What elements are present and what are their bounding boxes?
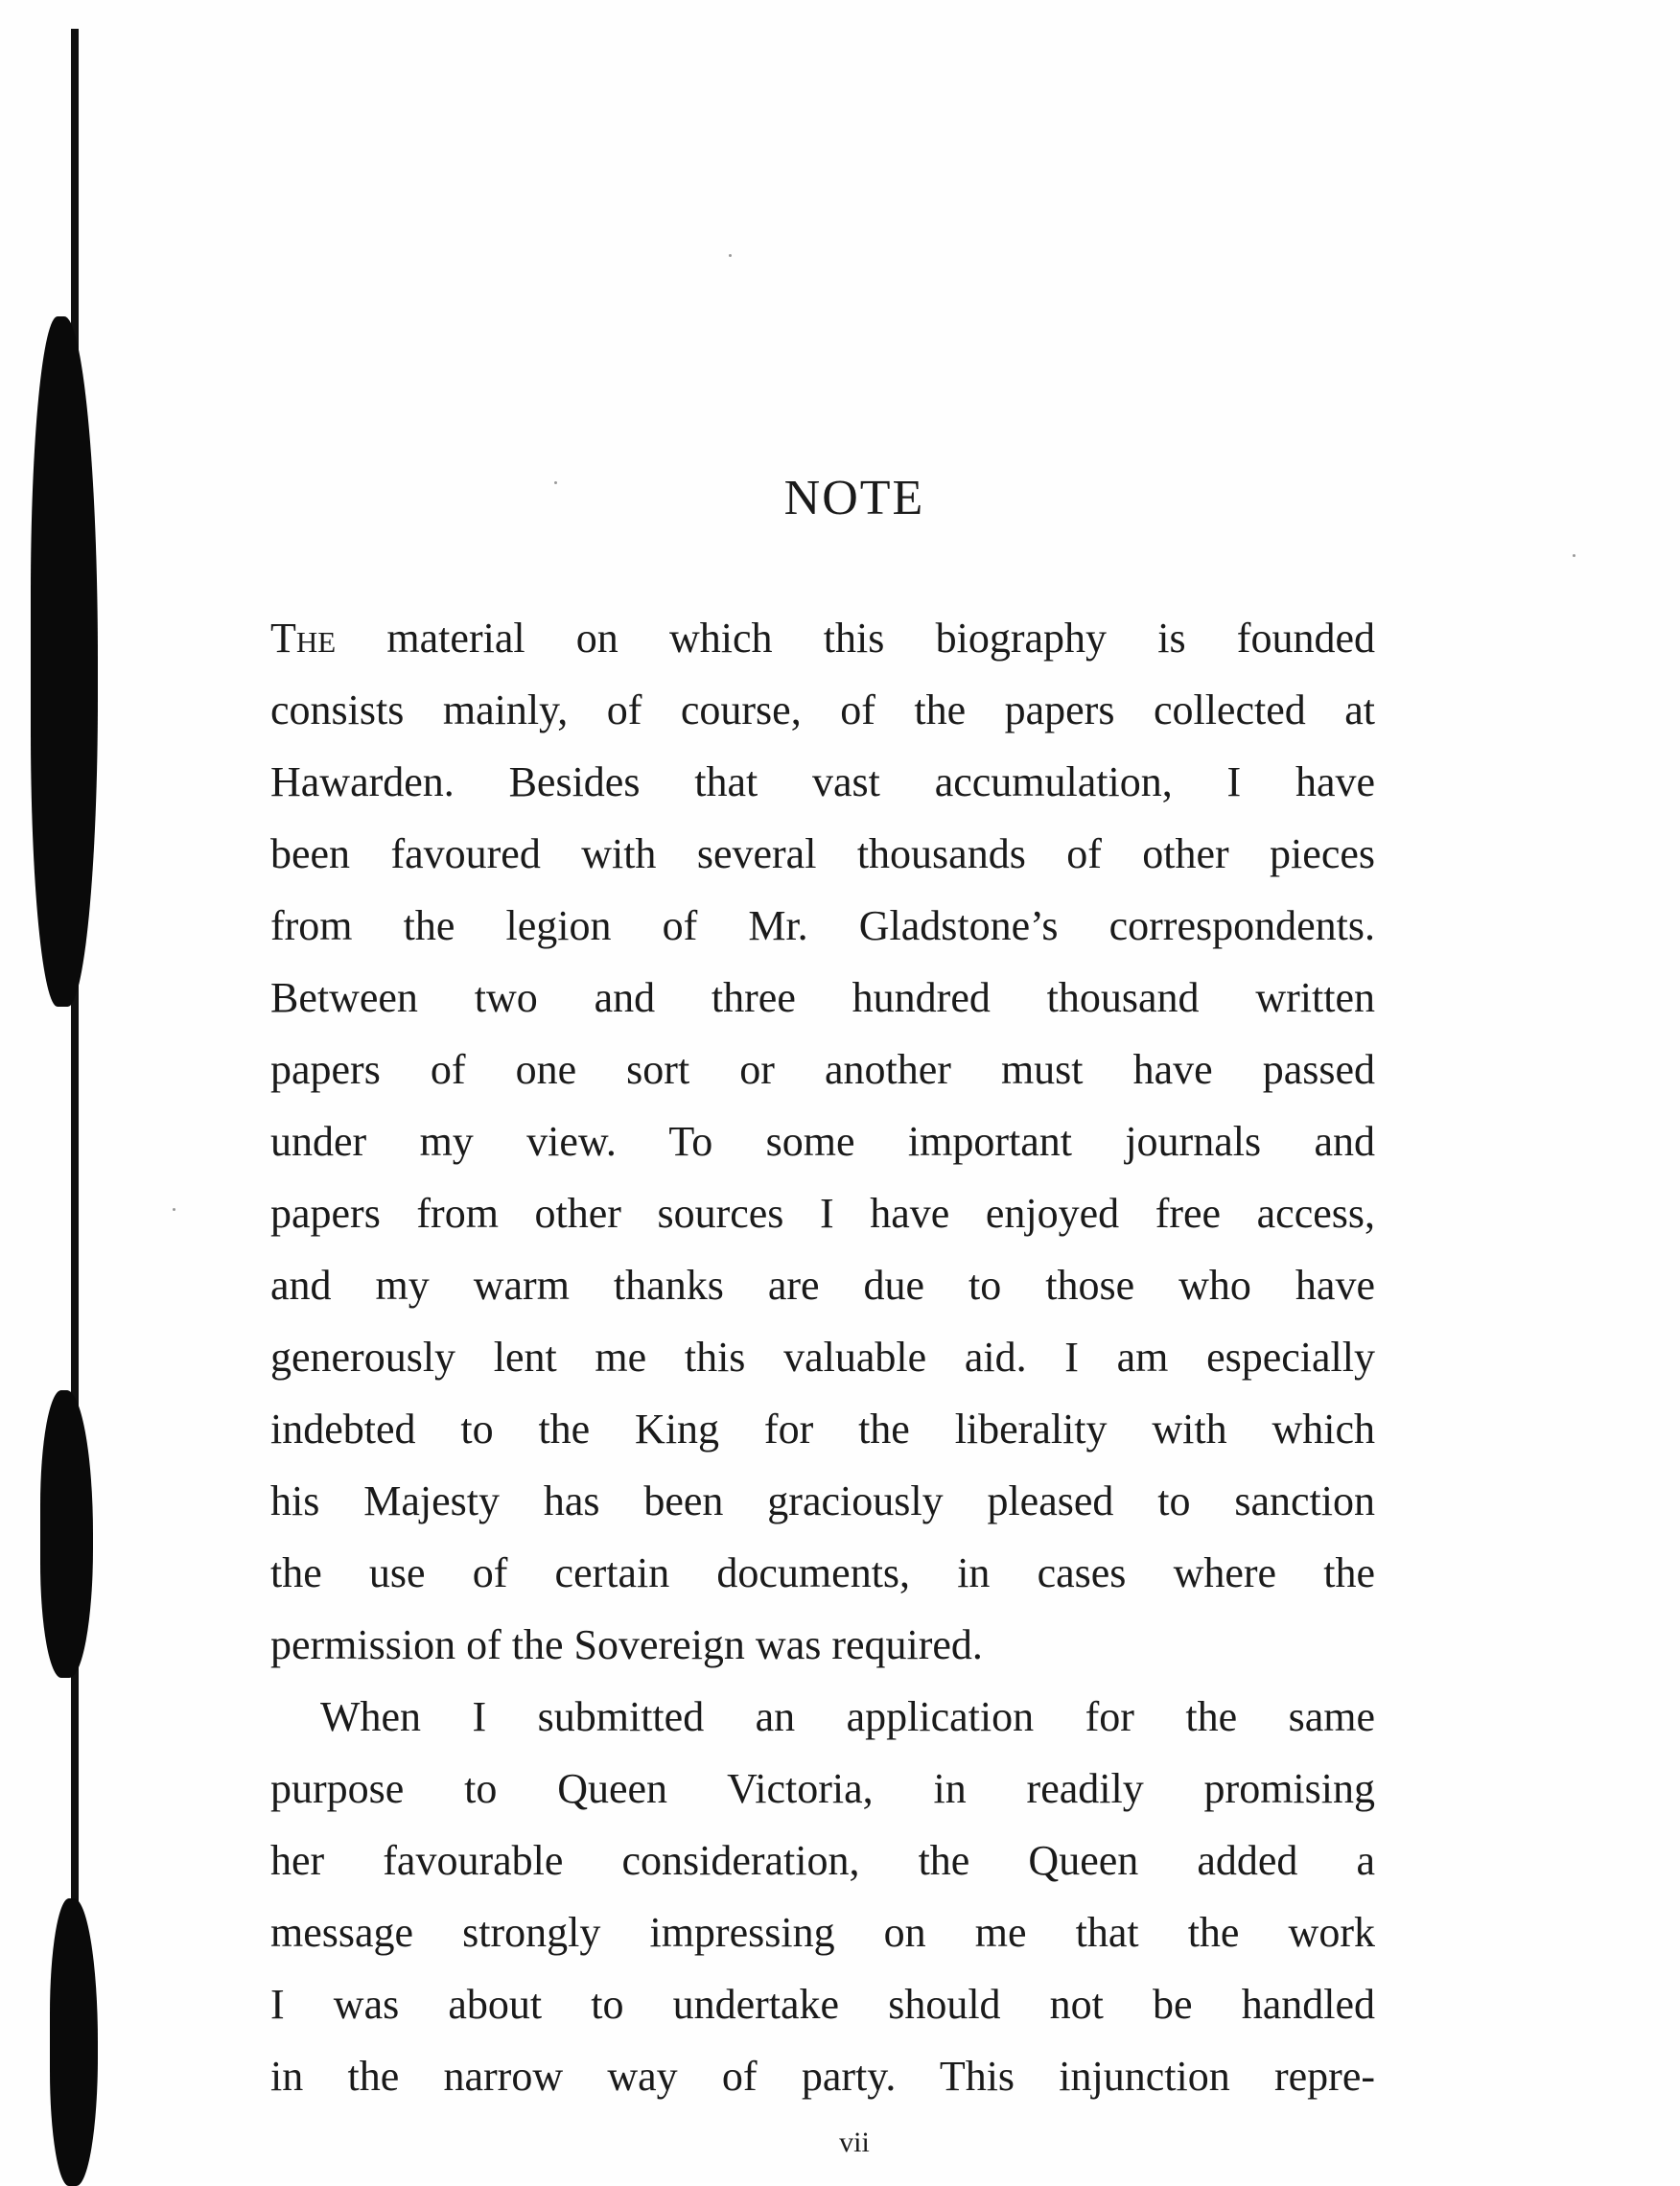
text-line: under my view. To some important journals and (270, 1118, 1375, 1165)
text-line: indebted to the King for the liberality with which (270, 1406, 1375, 1453)
text-line: purpose to Queen Victoria, in readily promising (270, 1765, 1375, 1812)
text-line: Hawarden. Besides that vast accumulation, I have (270, 758, 1375, 805)
binding-shadow-middle (40, 1390, 93, 1678)
scanned-binding-edge (59, 29, 90, 2183)
text-line: her favourable consideration, the Queen added a (270, 1837, 1375, 1884)
text-line: message strongly impressing on me that the work (270, 1909, 1375, 1956)
scan-speck (729, 254, 732, 257)
body-text (270, 602, 1375, 2112)
text-line: been favoured with several thousands of other pieces (270, 830, 1375, 877)
page-number: vii (839, 2127, 870, 2158)
scan-speck (1573, 554, 1575, 557)
text-line: and my warm thanks are due to those who have (270, 1262, 1375, 1309)
text-line: permission of the Sovereign was required. (270, 1621, 983, 1668)
text-line: Between two and three hundred thousand written (270, 974, 1375, 1021)
text-line: papers from other sources I have enjoyed free access, (270, 1190, 1375, 1237)
text-line: generously lent me this valuable aid. I am especially (270, 1334, 1375, 1381)
text-line: in the narrow way of party. This injunction repre- (270, 2053, 1375, 2100)
text-line: I was about to undertake should not be handled (270, 1981, 1375, 2028)
text-line: from the legion of Mr. Gladstone’s correspondents. (270, 902, 1375, 949)
lead-word: The (270, 615, 337, 662)
text-line: The material on which this biography is founded (270, 615, 1375, 662)
text-line: papers of one sort or another must have passed (270, 1046, 1375, 1093)
page-title: NOTE (783, 471, 925, 525)
text-line: the use of certain documents, in cases where the (270, 1549, 1375, 1596)
text-line: his Majesty has been graciously pleased to sanction (270, 1477, 1375, 1524)
scan-speck (173, 1208, 175, 1211)
binding-shadow-upper (31, 316, 98, 1007)
text-line: consists mainly, of course, of the papers collected at (270, 686, 1375, 733)
text-line: When I submitted an application for the same (320, 1693, 1375, 1740)
